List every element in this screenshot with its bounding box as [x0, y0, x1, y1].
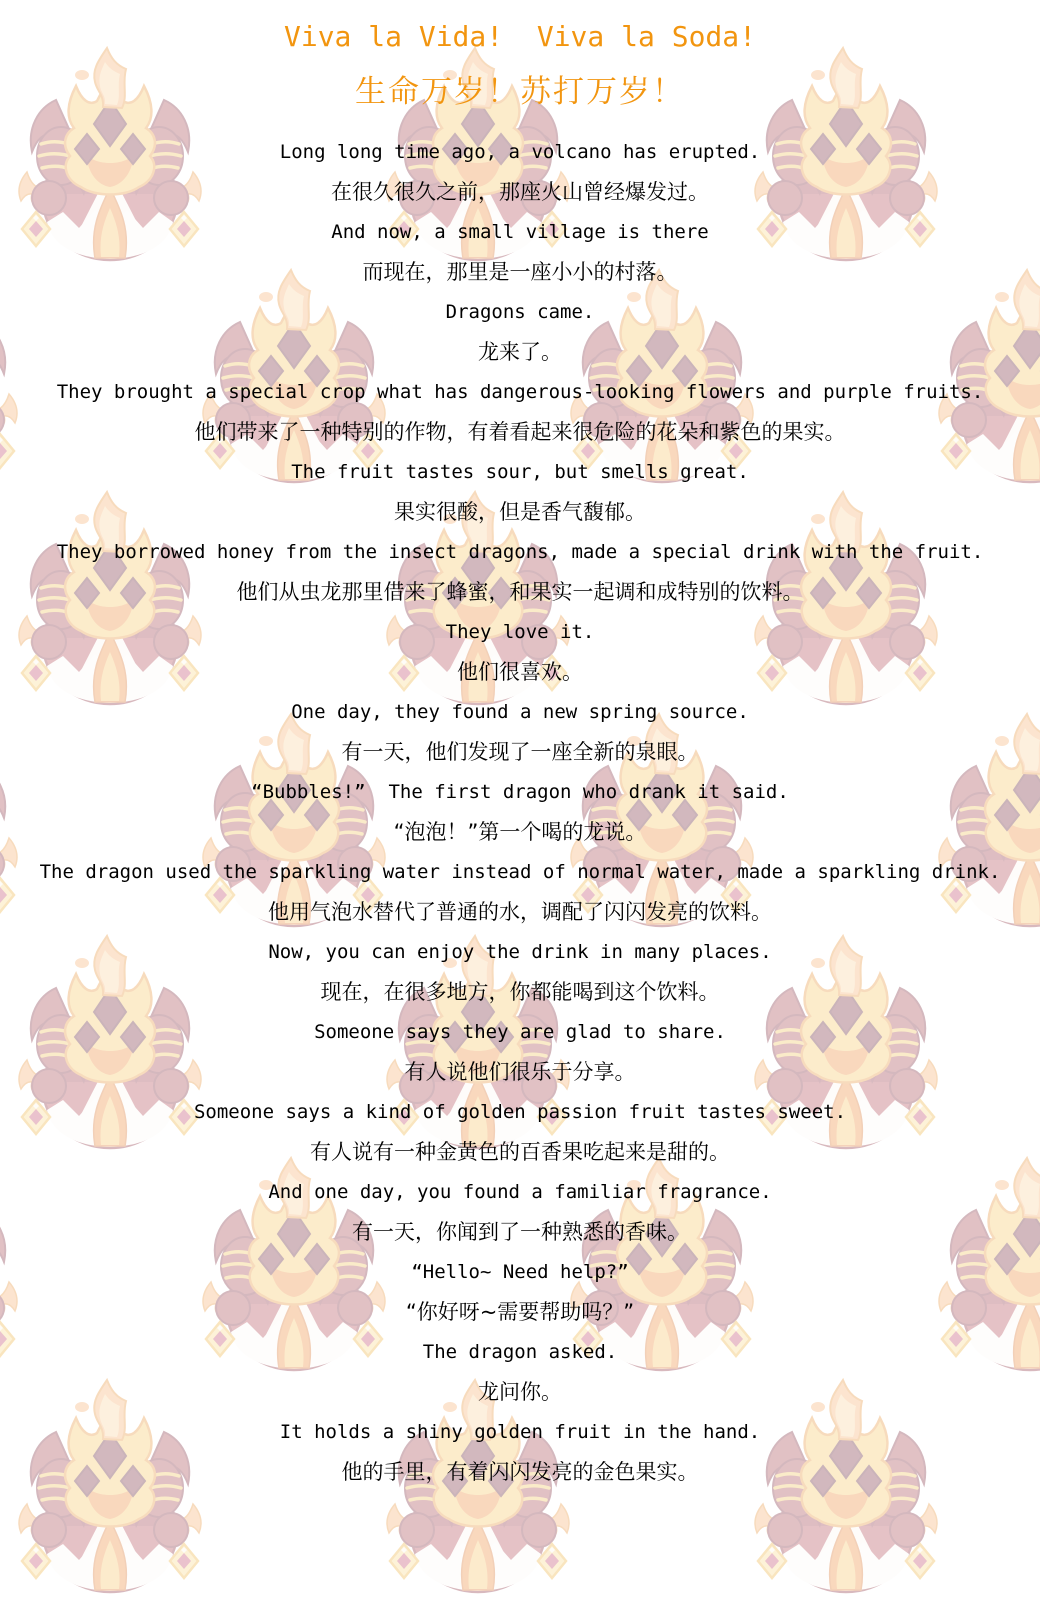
- story-line-en: “Hello~ Need help?”: [411, 1261, 629, 1283]
- page-title-zh: 生命万岁！苏打万岁！: [355, 74, 685, 110]
- story-line-zh: 在很久很久之前，那座火山曾经爆发过。: [331, 180, 709, 204]
- story-line-zh: 现在，在很多地方，你都能喝到这个饮料。: [320, 980, 720, 1004]
- story-line-zh: “泡泡！”第一个喝的龙说。: [393, 820, 647, 844]
- story-line-en: They love it.: [445, 621, 595, 643]
- story-line-zh: 有人说有一种金黄色的百香果吃起来是甜的。: [310, 1140, 730, 1164]
- story-line-zh: 龙来了。: [478, 340, 562, 364]
- story-line-en: Now, you can enjoy the drink in many places.: [268, 941, 772, 963]
- story-line-zh: 果实很酸，但是香气馥郁。: [394, 500, 646, 524]
- story-line-en: One day, they found a new spring source.: [291, 701, 749, 723]
- story-line-zh: 他的手里，有着闪闪发亮的金色果实。: [341, 1460, 699, 1484]
- story-line-en: Dragons came.: [445, 301, 595, 323]
- page-title-en: Viva la Vida! Viva la Soda!: [283, 20, 756, 53]
- story-line-en: They brought a special crop what has dangerous-looking flowers and purple fruits.: [56, 381, 984, 403]
- story-line-en: Someone says they are glad to share.: [314, 1021, 726, 1043]
- story-line-en: Long long time ago, a volcano has erupted.: [279, 141, 761, 163]
- story-line-en: The fruit tastes sour, but smells great.: [291, 461, 749, 483]
- story-line-en: They borrowed honey from the insect dragons, made a special drink with the fruit.: [56, 541, 984, 563]
- story-line-en: It holds a shiny golden fruit in the hand.: [279, 1421, 761, 1443]
- story-line-zh: 有人说他们很乐于分享。: [404, 1060, 636, 1084]
- story-line-zh: 他们从虫龙那里借来了蜂蜜，和果实一起调和成特别的饮料。: [236, 580, 804, 604]
- story-line-en: And now, a small village is there: [331, 221, 709, 243]
- story-line-en: The dragon asked.: [422, 1341, 618, 1363]
- story-line-zh: 有一天，你闻到了一种熟悉的香味。: [352, 1220, 688, 1244]
- story-line-zh: 而现在，那里是一座小小的村落。: [362, 260, 678, 284]
- story-line-en: “Bubbles!” The first dragon who drank it said.: [251, 781, 789, 803]
- story-line-en: And one day, you found a familiar fragrance.: [268, 1181, 772, 1203]
- story-text: [0, 132, 1040, 1492]
- story-line-zh: 他们很喜欢。: [457, 660, 583, 684]
- story-line-en: The dragon used the sparkling water instead of normal water, made a sparkling drink.: [39, 861, 1001, 883]
- story-line-zh: 龙问你。: [478, 1380, 562, 1404]
- story-line-zh: 有一天，他们发现了一座全新的泉眼。: [341, 740, 699, 764]
- story-line-zh: 他用气泡水替代了普通的水，调配了闪闪发亮的饮料。: [268, 900, 772, 924]
- story-line-zh: “你好呀~需要帮助吗？”: [405, 1300, 635, 1324]
- story-line-zh: 他们带来了一种特别的作物，有着看起来很危险的花朵和紫色的果实。: [194, 420, 846, 444]
- story-line-en: Someone says a kind of golden passion fruit tastes sweet.: [193, 1101, 847, 1123]
